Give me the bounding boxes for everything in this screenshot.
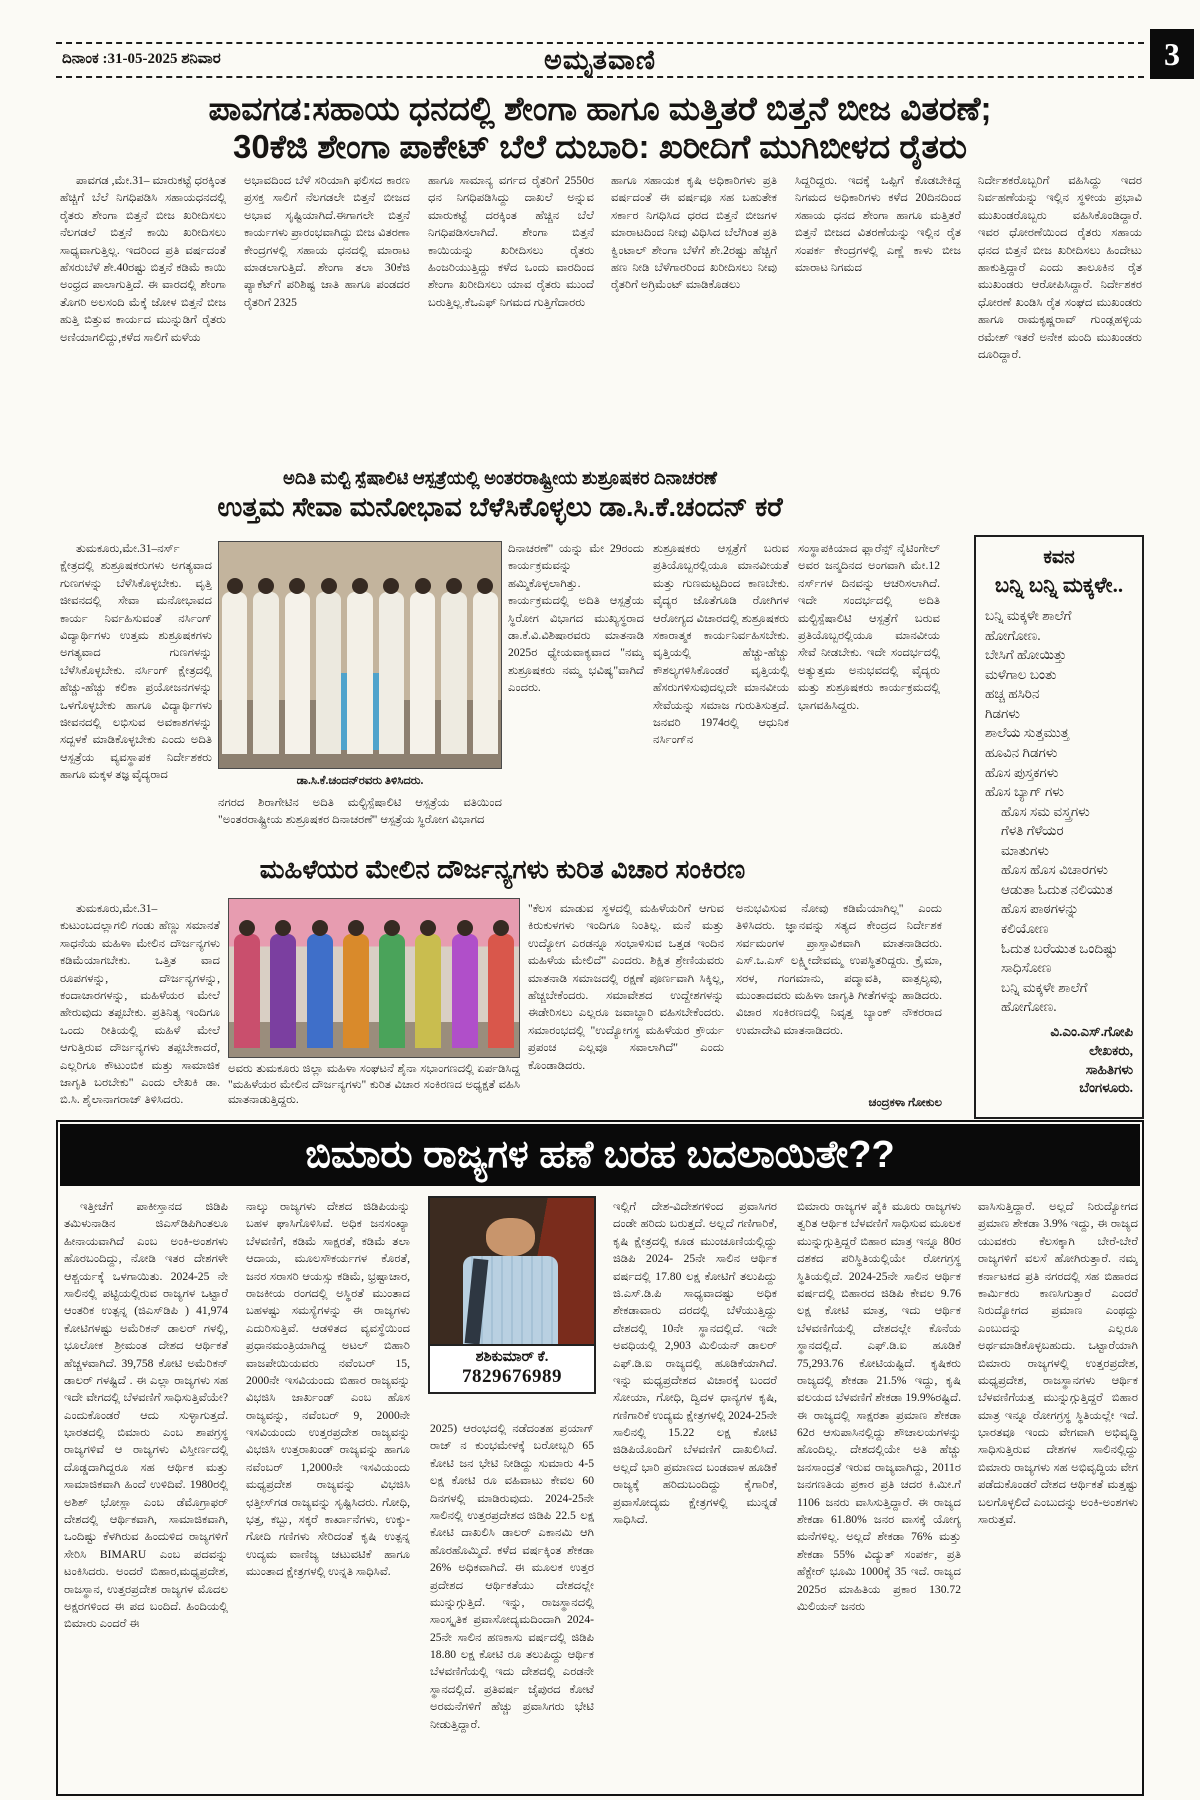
article2-photo-nurses-group — [218, 541, 502, 769]
article2-photo-caption: ಡಾ.ಸಿ.ಕೆ.ಚಂದನ್‌ರವರು ತಿಳಿಸಿದರು. — [296, 775, 424, 787]
article1-headline-line2: 30ಕೆಜಿ ಶೇಂಗಾ ಪಾಕೇಟ್ ಬೆಲೆ ದುಬಾರಿ: ಖರೀದಿಗೆ ಮುಗಿಬೀಳದ ರೈತರು — [233, 128, 967, 166]
article4-headline-banner: ಬಿಮಾರು ರಾಜ್ಯಗಳ ಹಣೆ ಬರಹ ಬದಲಾಯಿತೇ?? — [60, 1124, 1140, 1186]
person-figure — [316, 592, 341, 754]
header-top-rule — [56, 42, 1144, 44]
poem-box-title: ಕವನ — [1043, 547, 1075, 568]
article3-headline: ಮಹಿಳೆಯರ ಮೇಲಿನ ದೌರ್ಜನ್ಯಗಳು ಕುರಿತ ವಿಚಾರ ಸಂಕಿರಣ — [259, 854, 746, 884]
article4-column-4: ಇಲ್ಲಿಗೆ ದೇಶ-ವಿದೇಶಗಳಿಂದ ಪ್ರವಾಸಿಗರ ದಂಡೇ ಹರಿದು ಬರುತ್ತದೆ. ಅಲ್ಲದೆ ಗಣಿಗಾರಿಕೆ, ಕೃಷಿ ಕ್ಷೇತ್ರದಲ್ಲಿ ಕೂಡ ಮುಂಚೂಣಿಯಲ್ಲಿದ್ದು ಜಿಡಿಪಿ 2024- 25ನೇ ಸಾಲಿನ ಆರ್ಥಿಕ ವರ್ಷದಲ್ಲಿ 17.80 ಲಕ್ಷ ಕೋಟಿಗೆ ತಲುಪಿದ್ದು ಜಿ.ಎಸ್.ಡಿ.ಪಿ ಸಾಧ್ಯವಾದಷ್ಟು ಅಧಿಕ ಶೇಕಡಾವಾರು ದರದಲ್ಲಿ ಬೆಳೆಯುತ್ತಿದ್ದು ದೇಶದಲ್ಲಿ 10ನೇ ಸ್ಥಾನದಲ್ಲಿದೆ. ಇದೇ ಅವಧಿಯಲ್ಲಿ 2,903 ಮಿಲಿಯನ್ ಡಾಲರ್ ಎಫ್.ಡಿ.ಐ ರಾಜ್ಯದಲ್ಲಿ ಹೂಡಿಕೆಯಾಗಿದೆ. ಇನ್ನು ಮಧ್ಯಪ್ರದೇಶದ ವಿಚಾರಕ್ಕೆ ಬಂದರೆ ಸೋಯಾ, ಗೋಧಿ, ದ್ವಿದಳ ಧಾನ್ಯಗಳ ಕೃಷಿ, ಗಣಿಗಾರಿಕೆ ಉದ್ಯಮ ಕ್ಷೇತ್ರಗಳಲ್ಲಿ 2024-25ನೇ ಸಾಲಿನಲ್ಲಿ 15.22 ಲಕ್ಷ ಕೋಟಿ ಜಿಡಿಪಿಯೊಂದಿಗೆ ಬೆಳವಣಿಗೆ ದಾಖಲಿಸಿದೆ. ಅಲ್ಲದೆ ಭಾರಿ ಪ್ರಮಾಣದ ಬಂಡವಾಳ ಹೂಡಿಕೆ ರಾಜ್ಯಕ್ಕೆ ಹರಿದುಬಂದಿದ್ದು ಕೈಗಾರಿಕೆ, ಪ್ರವಾಸೋದ್ಯಮ ಕ್ಷೇತ್ರಗಳಲ್ಲಿ ಮುನ್ನಡೆ ಸಾಧಿಸಿದೆ. — [613, 1200, 777, 1527]
poem-title: ಬನ್ನಿ ಬನ್ನಿ ಮಕ್ಕಳೇ.. — [994, 573, 1124, 597]
person-figure — [307, 934, 333, 1047]
article4-photo-portrait — [430, 1198, 594, 1344]
masthead-title: ಅಮೃತವಾಣಿ — [544, 45, 656, 75]
article3-photo-caption: ಅವರು ತುಮಕೂರು ಜಿಲ್ಲಾ ಮಹಿಳಾ ಸಂಘಟನೆ ಶೈನಾ ಸಭಾಂಗಣದಲ್ಲಿ ಏರ್ಪಡಿಸಿದ್ದ "ಮಹಿಳೆಯರ ಮೇಲಿನ ದೌರ್ಜನ್ಯಗಳು" ಕುರಿತ ವಿಚಾರ ಸಂಕಿರಣದ ಅಧ್ಯಕ್ಷತೆ ವಹಿಸಿ ಮಾತನಾಡುತ್ತಿದ್ದರು. — [228, 1063, 520, 1107]
women-row — [229, 924, 519, 1047]
article2-under-photo-text: ನಗರದ ಶಿರಾಗೇಟಿನ ಅದಿತಿ ಮಲ್ಟಿಸ್ಪೆಷಾಲಿಟಿ ಆಸ್ಪತ್ರೆಯ ವತಿಯಿಂದ "ಅಂತರರಾಷ್ಟ್ರೀಯ ಶುಶ್ರೂಷಕರ ದಿನಾಚರಣೆ" ಆಸ್ಪತ್ರೆಯ ಸ್ಥಿರೋಗ ವಿಭಾಗದ — [218, 796, 502, 827]
person-figure — [379, 592, 404, 754]
article2-column-left: ತುಮಕೂರು,ಮೇ.31–ನರ್ಸ್ ಕ್ಷೇತ್ರದಲ್ಲಿ ಶುಶ್ರೂಷಕರುಗಳು ಅಗತ್ಯವಾದ ಗುಣಗಳನ್ನು ಬೆಳೆಸಿಕೊಳ್ಳಬೇಕು. ವೃತ್ತಿ ಜೀವನದಲ್ಲಿ ಸೇವಾ ಮನೋಭಾವದ ಕಾರ್ಯ ನಿರ್ವಹಿಸುವಂತೆ ನರ್ಸಿಂಗ್ ವಿದ್ಯಾರ್ಥಿಗಳು ಉತ್ತಮ ಶುಶ್ರೂಷಕಗಳು ಅಗತ್ಯವಾದ ಗುಣಗಳನ್ನು ಬೆಳೆಸಿಕೊಳ್ಳಬೇಕು. ನರ್ಸಿಂಗ್ ಕ್ಷೇತ್ರದಲ್ಲಿ ಹೆಚ್ಚು-ಹೆಚ್ಚು ಕಲಿಕಾ ಪ್ರಯೋಜನಗಳನ್ನು ಒಳಗೊಳ್ಳಬೇಕು ಹಾಗೂ ವಿದ್ಯಾರ್ಥಿಗಳು ಜೀವನದಲ್ಲಿ ಲಭಿಸುವ ಅವಕಾಶಗಳನ್ನು ಸದ್ಬಳಕೆ ಮಾಡಿಕೊಳ್ಳಬೇಕು ಎಂದು ಅದಿತಿ ಆಸ್ಪತ್ರೆಯ ವ್ಯವಸ್ಥಾಪಕ ನಿರ್ದೇಶಕರು ಹಾಗೂ ಮಕ್ಕಳ ತಜ್ಞ ವೈದ್ಯರಾದ — [60, 542, 212, 782]
article4-column-3: 2025) ಆರಂಭದಲ್ಲಿ ನಡೆದಂತಹ ಪ್ರಯಾಗ್ ರಾಜ್ ನ ಕುಂಭಮೇಳಕ್ಕೆ ಬರೋಬ್ಬರಿ 65 ಕೋಟಿ ಜನ ಭೇಟಿ ನೀಡಿದ್ದು ಸುಮಾರು 4-5 ಲಕ್ಷ ಕೋಟಿ ರೂ ವಹಿವಾಟು ಕೇವಲ 60 ದಿನಗಳಲ್ಲಿ ಮಾಡಿರುವುದು. 2024-25ನೇ ಸಾಲಿನಲ್ಲಿ ಉತ್ತರಪ್ರದೇಶದ ಜಿಡಿಪಿ 22.5 ಲಕ್ಷ ಕೋಟಿ ದಾಖಲಿಸಿ ಡಾಲರ್ ಎಕಾನಮಿ ಆಗಿ ಹೊರಹೊಮ್ಮಿದೆ. ಕಳೆದ ವರ್ಷಕ್ಕಿಂತ ಶೇಕಡಾ 26% ಅಧಿಕವಾಗಿದೆ. ಈ ಮೂಲಕ ಉತ್ತರ ಪ್ರದೇಶದ ಆರ್ಥಿಕತೆಯು ದೇಶದಲ್ಲೇ ಮುನ್ನುಗ್ಗುತ್ತಿದೆ. ಇನ್ನು, ರಾಜಸ್ಥಾನದಲ್ಲಿ ಸಾಂಸ್ಕೃತಿಕ ಪ್ರವಾಸೋದ್ಯಮದಿಂದಾಗಿ 2024-25ನೇ ಸಾಲಿನ ಹಣಕಾಸು ವರ್ಷದಲ್ಲಿ ಜಿಡಿಪಿ 18.80 ಲಕ್ಷ ಕೋಟಿ ರೂ ತಲುಪಿದ್ದು ಆರ್ಥಿಕ ಬೆಳವಣಿಗೆಯಲ್ಲಿ ಇದು ದೇಶದಲ್ಲಿ ಎರಡನೇ ಸ್ಥಾನದಲ್ಲಿದೆ. ಪ್ರತಿವರ್ಷ ಜೈಪುರದ ಕೋಟೆ ಅರಮನೆಗಳಿಗೆ ಹೆಚ್ಚು ಪ್ರವಾಸಿಗರು ಭೇಟಿ ನೀಡುತ್ತಿದ್ದಾರೆ. — [430, 1422, 594, 1731]
article1-column-4: ಹಾಗೂ ಸಹಾಯಕ ಕೃಷಿ ಅಧಿಕಾರಿಗಳು ಪ್ರತಿ ವರ್ಷದಂತೆ ಈ ವರ್ಷವೂ ಸಹ ಬಹುತೇಕ ಸರ್ಕಾರ ನಿಗಧಿಸಿದ ಧರದ ಬಿತ್ತನೆ ಬೀಜಗಳ ಮಾರಾಟದಿಂದ ನೀವು ವಿಧಿಸಿದ ಬೆಲೆಗಿಂತ ಪ್ರತಿ ಕ್ವಿಂಟಾಲ್ ಶೇಂಗಾ ಬೆಳೆಗೆ ಶೇ.2ರಷ್ಟು ಹೆಚ್ಚಿಗೆ ಹಣ ನೀಡಿ ಬೆಳೆಗಾರರಿಂದ ಖರೀದಿಸಲು ನೀವು ರೈತರಿಗೆ ಅಗ್ರಿಮೆಂಟ್ ಮಾಡಿಕೊಡಲು — [611, 174, 777, 292]
nurses-row — [219, 578, 501, 754]
poem-lines: ಬನ್ನಿ ಮಕ್ಕಳೇ ಶಾಲೆಗೆ ಹೋಗೋಣ. ಬೇಸಿಗೆ ಹೋಯಿತ್ತು ಮಳೆಗಾಲ ಬಂತು ಹಚ್ಚ ಹಸಿರಿನ ಗಿಡಗಳು ಶಾಲೆಯ ಸುತ್ತಮುತ್ತ ಹೂವಿನ ಗಿಡಗಳು ಹೊಸ ಪುಸ್ತಕಗಳು ಹೊಸ ಬ್ಯಾಗ್ ಗಳು ಹೊಸ ಸಮ ವಸ್ತ್ರಗಳು ಗೆಳತಿ ಗೆಳೆಯರ ಮಾತುಗಳು ಹೊಸ ಹೊಸ ವಿಚಾರಗಳು ಆಡುತಾ ಓದುತ ನಲಿಯುತ ಹೊಸ ಪಾಠಗಳನ್ನು ಕಲಿಯೋಣ ಓದುತ ಬರೆಯುತ ಒಂದಿಷ್ಟು ಸಾಧಿಸೋಣ ಬನ್ನಿ ಮಕ್ಕಳೇ ಶಾಲೆಗೆ ಹೋಗೋಣ. — [985, 608, 1118, 1015]
person-figure — [379, 934, 405, 1047]
article1-headline — [58, 90, 1142, 167]
person-figure — [285, 592, 310, 754]
article1-column-1: ಪಾವಗಡ ,ಮೇ.31– ಮಾರುಕಟ್ಟೆ ಧರಕ್ಕಿಂತ ಹೆಚ್ಚಿಗೆ ಬೆಲೆ ನಿಗಧಿಪಡಿಸಿ ಸಹಾಯಧನದಲ್ಲಿ ರೈತರು ಶೇಂಗಾ ಬಿತ್ತನೆ ಬೀಜ ಖರೀದಿಸಲು ನೆಲಗಡಲೆ ಬಿತ್ತನೆ ಕಾಯಿ ಖರೀದಿಸಲು ಸಾಧ್ಯವಾಗುತ್ತಿಲ್ಲ. ಇದರಿಂದ ಪ್ರತಿ ವರ್ಷದಂತೆ ಹೆಸರುಬೆಳೆ ಶೇ.40ರಷ್ಟು ಬಿತ್ತನೆ ಕಡಿಮೆ ಕಾಯಿ ಅಂಧ್ರದ ಪಾಲಾಗುತ್ತಿದೆ. ಈ ವಾರದಲ್ಲಿ ಶೇಂಗಾ ತೊಗರಿ ಅಲಸಂದಿ ಮೆಕ್ಕೆ ಜೋಳ ಬಿತ್ತನೆ ಬೀಜ ಹುತ್ತಿ ಬಿತ್ತುವ ಕಾರ್ಯದ ಮುನ್ನುಡಿಗೆ ರೈತರು ಅಣಿಯಾಗಲಿದ್ದು,ಕಳೆದ ಸಾಲಿಗೆ ಮಳೆಯ — [60, 174, 226, 344]
person-figure — [415, 934, 441, 1047]
article3-column-right-1: "ಕೆಲಸ ಮಾಡುವ ಸ್ಥಳದಲ್ಲಿ ಮಹಿಳೆಯರಿಗೆ ಆಗುವ ಕಿರುಕುಳಗಳು ಇಂದಿಗೂ ನಿಂತಿಲ್ಲ. ಮನೆ ಮತ್ತು ಉದ್ಯೋಗ ಎರಡನ್ನೂ ಸಂಭಾಳಿಸುವ ಒತ್ತಡ ಇಂದಿನ ಮಹಿಳೆಯ ಮೇಲಿದೆ" ಎಂದರು. ಶಿಕ್ಷಿತ ಶ್ರೇಣಿಯವರು ಮಾತನಾಡಿ ಸಮಾಜದಲ್ಲಿ ರಕ್ಷಣೆ ಪೂರ್ಣವಾಗಿ ಸಿಕ್ಕಿಲ್ಲ, ಹೆಚ್ಚಬೇಕೆಂದರು. ಸಮಾವೇಶದ ಉದ್ದೇಶಗಳನ್ನು ಈಡೇರಿಸಲು ಎಲ್ಲರೂ ಜವಾಬ್ದಾರಿ ವಹಿಸಬೇಕೆಂದರು. ಸಮಾರಂಭದಲ್ಲಿ "ಉದ್ಯೋಗಸ್ಥ ಮಹಿಳೆಯರ ಕ್ರೌರ್ಯ ಪ್ರಪಂಚ ಎಲ್ಲವೂ ಸವಾಲಾಗಿದೆ" ಎಂದು ಕೊಂಡಾಡಿದರು. — [528, 902, 724, 1072]
article1-column-5: ಸಿದ್ದರಿದ್ದರು. ಇದಕ್ಕೆ ಒಪ್ಪಿಗೆ ಕೊಡಬೇಕಿದ್ದ ನಿಗಮದ ಅಧಿಕಾರಿಗಳು ಕಳೆದ 20ದಿನದಿಂದ ಸಹಾಯ ಧನದ ಶೇಂಗಾ ಹಾಗೂ ಮತ್ತಿತರೆ ಬಿತ್ತನೆ ಬೀಜದ ವಿತರಣೆಯನ್ನು ಇಲ್ಲಿನ ರೈತ ಸಂಪರ್ಕ ಕೇಂದ್ರಗಳಲ್ಲಿ ಎಣ್ಣೆ ಕಾಳು ಬೀಜ ಮಾರಾಟ ನಿಗಮದ — [795, 174, 961, 274]
article2-kicker: ಅದಿತಿ ಮಲ್ಟಿ ಸ್ಪೆಷಾಲಿಟಿ ಆಸ್ಪತ್ರೆಯಲ್ಲಿ ಅಂತರರಾಷ್ಟ್ರೀಯ ಶುಶ್ರೂಷಕರ ದಿನಾಚರಣೆ — [283, 468, 717, 488]
article4-column-6: ವಾಸಿಸುತ್ತಿದ್ದಾರೆ. ಅಲ್ಲದೆ ನಿರುದ್ಯೋಗದ ಪ್ರಮಾಣ ಶೇಕಡಾ 3.9% ಇದ್ದು, ಈ ರಾಜ್ಯದ ಯುವಕರು ಕೆಲಸಕ್ಕಾಗಿ ಬೇರೆ-ಬೇರೆ ರಾಜ್ಯಗಳಿಗೆ ವಲಸೆ ಹೋಗಿರುತ್ತಾರೆ. ನಮ್ಮ ಕರ್ನಾಟಕದ ಪ್ರತಿ ನಗರದಲ್ಲಿ ಸಹ ಬಿಹಾರದ ಕಾರ್ಮಿಕರು ಕಾಣಸಿಗುತ್ತಾರೆ ಎಂದರೆ ನಿರುದ್ಯೋಗದ ಪ್ರಮಾಣ ಎಂಥದ್ದು ಎಂಬುದನ್ನು ಎಲ್ಲರೂ ಅರ್ಥಮಾಡಿಕೊಳ್ಳಬಹುದು. ಒಟ್ಟಾರೆಯಾಗಿ ಬಿಮಾರು ರಾಜ್ಯಗಳಲ್ಲಿ ಉತ್ತರಪ್ರದೇಶ, ಮಧ್ಯಪ್ರದೇಶ, ರಾಜಸ್ಥಾನಗಳು ಆರ್ಥಿಕ ಬೆಳವಣಿಗೆಯತ್ತ ಮುನ್ನುಗ್ಗುತ್ತಿದ್ದರೆ ಬಿಹಾರ ಮಾತ್ರ ಇನ್ನೂ ರೋಗಗ್ರಸ್ಥ ಸ್ಥಿತಿಯಲ್ಲೇ ಇದೆ. ಭಾರತವೂ ಇಂದು ವೇಗವಾಗಿ ಅಭಿವೃದ್ಧಿ ಸಾಧಿಸುತ್ತಿರುವ ದೇಶಗಳ ಸಾಲಿನಲ್ಲಿದ್ದು ಬಿಮಾರು ರಾಜ್ಯಗಳು ಸಹ ಅಭಿವೃದ್ಧಿಯ ವೇಗ ಪಡೆದುಕೊಂಡರೆ ದೇಶದ ಆರ್ಥಿಕತೆ ಮತ್ತಷ್ಟು ಬಲಗೊಳ್ಳಲಿದೆ ಎಂಬುದನ್ನು ಅಂಕಿ-ಅಂಶಗಳು ಸಾರುತ್ತವೆ. — [978, 1200, 1138, 1527]
article1-column-3: ಹಾಗೂ ಸಾಮಾನ್ಯ ವರ್ಗದ ರೈತರಿಗೆ 2550ರ ಧನ ನಿಗಧಿಪಡಿಸಿದ್ದು ದಾಖಲೆ ಅನ್ನುವ ಮಾರುಕಟ್ಟೆ ದರಕ್ಕಿಂತ ಹೆಚ್ಚಿನ ಬೆಲೆ ನಿಗಧಿಪಡಿಸಲಾಗಿದೆ. ಶೇಂಗಾ ಬಿತ್ತನೆ ಕಾಯಿಯನ್ನು ಖರೀದಿಸಲು ರೈತರು ಹಿಂಜರಿಯುತ್ತಿದ್ದು ಕಳೆದ ಒಂದು ವಾರದಿಂದ ಶೇಂಗಾ ಖರೀದಿಸಲು ಯಾವ ರೈತರು ಮುಂದೆ ಬರುತ್ತಿಲ್ಲ.ಕೆಒಎಫ್ ನಿಗಮದ ಗುತ್ತಿಗೆದಾರರು — [428, 174, 594, 309]
article2-column-right-1: ದಿನಾಚರಣೆ" ಯನ್ನು ಮೇ 29ರಂದು ಕಾರ್ಯಕ್ರಮವನ್ನು ಹಮ್ಮಿಕೊಳ್ಳಲಾಗಿತ್ತು. ಕಾರ್ಯಕ್ರಮದಲ್ಲಿ ಅದಿತಿ ಆಸ್ಪತ್ರೆಯ ಸ್ಥಿರೋಗ ವಿಭಾಗದ ಮುಖ್ಯಸ್ಥರಾದ ಡಾ.ಕೆ.ವಿ.ವಿಶಿಷಾರವರು ಮಾತನಾಡಿ 2025ರ ಧ್ಯೇಯವಾಕ್ಯವಾದ "ನಮ್ಮ ಶುಶ್ರೂಷಕರು ನಮ್ಮ ಭವಿಷ್ಯ"ವಾಗಿದೆ ಎಂದರು. — [508, 542, 644, 695]
person-figure — [270, 934, 296, 1047]
article3-photo-women-seminar — [228, 898, 520, 1058]
poem-author: ವಿ.ಎಂ.ಎಸ್.ಗೋಪಿ ಲೇಖಕರು, ಸಾಹಿತಿಗಳು ಬೆಂಗಳೂರು. — [1050, 1023, 1133, 1096]
article4-column-5: ಬಿಮಾರು ರಾಜ್ಯಗಳ ಪೈಕಿ ಮೂರು ರಾಜ್ಯಗಳು ತ್ವರಿತ ಆರ್ಥಿಕ ಬೆಳವಣಿಗೆ ಸಾಧಿಸುವ ಮೂಲಕ ಮುನ್ನುಗ್ಗುತ್ತಿದ್ದರೆ ಬಿಹಾರ ಮಾತ್ರ ಇನ್ನೂ 80ರ ದಶಕದ ಪರಿಸ್ಥಿತಿಯಲ್ಲಿಯೇ ರೋಗಗ್ರಸ್ಥ ಸ್ಥಿತಿಯಲ್ಲಿದೆ. 2024-25ನೇ ಸಾಲಿನ ಆರ್ಥಿಕ ವರ್ಷದಲ್ಲಿ ಬಿಹಾರದ ಜಿಡಿಪಿ ಕೇವಲ 9.76 ಲಕ್ಷ ಕೋಟಿ ಮಾತ್ರ, ಇದು ಆರ್ಥಿಕ ಬೆಳವಣಿಗೆಯಲ್ಲಿ ದೇಶದಲ್ಲೇ ಕೊನೆಯ ಸ್ಥಾನದಲ್ಲಿದೆ. ಎಫ್.ಡಿ.ಐ ಹೂಡಿಕೆ 75,293.76 ಕೋಟಿಯಷ್ಟಿದೆ. ಕೃಷಿಕರು ರಾಜ್ಯದಲ್ಲಿ ಶೇಕಡಾ 21.5% ಇದ್ದು, ಕೃಷಿ ವಲಯದ ಬೆಳವಣಿಗೆ ಶೇಕಡಾ 19.9%ರಷ್ಟಿದೆ. ಈ ರಾಜ್ಯದಲ್ಲಿ ಸಾಕ್ಷರತಾ ಪ್ರಮಾಣ ಶೇಕಡಾ 62ರ ಆಸುಪಾಸಿನಲ್ಲಿದ್ದು ಶೌಚಾಲಯಗಳನ್ನು ಹೊಂದಿಲ್ಲ. ದೇಶದಲ್ಲಿಯೇ ಅತಿ ಹೆಚ್ಚು ಜನಸಾಂದ್ರತೆ ಇರುವ ರಾಜ್ಯವಾಗಿದ್ದು, 2011ರ ಜನಗಣತಿಯ ಪ್ರಕಾರ ಪ್ರತಿ ಚದರ ಕಿ.ಮೀ.ಗೆ 1106 ಜನರು ವಾಸಿಸುತ್ತಿದ್ದಾರೆ. ಈ ರಾಜ್ಯದ ಶೇಕಡಾ 61.80% ಜನರ ವಾಸಕ್ಕೆ ಯೋಗ್ಯ ಮನೆಗಳಿಲ್ಲ. ಅಲ್ಲದೆ ಶೇಕಡಾ 76% ಮತ್ತು ಶೇಕಡಾ 55% ವಿದ್ಯುತ್ ಸಂಪರ್ಕ, ಪ್ರತಿ ಹೆಕ್ಟೇರ್ ಭೂಮಿ 1000ಕ್ಕೆ 35 ಇದೆ. ರಾಜ್ಯದ 2025ರ ಮಾಹಿತಿಯ ಪ್ರಕಾರ 130.72 ಮಿಲಿಯನ್ ಜನರು — [797, 1200, 961, 1613]
article4-column-1: ಇತ್ತೀಚೆಗೆ ಪಾಕೀಸ್ತಾನದ ಜಿಡಿಪಿ ತಮಿಳುನಾಡಿನ ಜಿಎಸ್‌ಡಿಪಿಗಿಂತಲೂ ಹೀನಾಯವಾಗಿದೆ ಎಂಬ ಅಂಕಿ-ಅಂಶಗಳು ಹೊರಬಂದಿದ್ದು, ನೋಡಿ ಇತರ ದೇಶಗಳೇ ಆಶ್ಚರ್ಯಕ್ಕೆ ಒಳಗಾಯಿತು. 2024-25 ನೇ ಸಾಲಿನಲ್ಲಿ ಪಟ್ಟಿಯಲ್ಲಿರುವ ರಾಜ್ಯಗಳ ಒಟ್ಟಾರೆ ಆಂತರಿಕ ಉತ್ಪನ್ನ (ಜಿಎಸ್‌ಡಿಪಿ ) 41,974 ಕೋಟಿಗಳಷ್ಟು ಅಮೆರಿಕನ್ ಡಾಲರ್ ಗಳಲ್ಲಿ, ಭೂಲೋಕ ಶ್ರೀಮಂತ ದೇಶದ ಆರ್ಥಿಕತೆ ಹೆಚ್ಚಳವಾಗಿದೆ. 39,758 ಕೋಟಿ ಅಮೆರಿಕನ್ ಡಾಲರ್ ಗಳಷ್ಟಿದೆ . ಈ ಎಲ್ಲಾ ರಾಜ್ಯಗಳು ಸಹ ಇದೇ ವೇಗದಲ್ಲಿ ಬೆಳವಣಿಗೆ ಸಾಧಿಸುತ್ತಿವೆಯೇ? ಎಂದುಕೊಂಡರೆ ಆದು ಸುಳ್ಳಾಗುತ್ತದೆ. ಭಾರತದಲ್ಲಿ ಬಿಮಾರು ಎಂಬ ಶಾಪಗ್ರಸ್ಥ ರಾಜ್ಯಗಳಿವೆ ಆ ರಾಜ್ಯಗಳು ವಿಸ್ತೀರ್ಣದಲ್ಲಿ ದೊಡ್ಡದಾಗಿದ್ದರೂ ಸಹ ಆರ್ಥಿಕ ಮತ್ತು ಸಾಮಾಜಿಕವಾಗಿ ಹಿಂದೆ ಉಳಿದಿವೆ. 1980ರಲ್ಲಿ ಅಶಿಶ್ ಭೋಸ್ಲಾ ಎಂಬ ಡೆಮೊಗ್ರಾಫರ್ ದೇಶದಲ್ಲಿ ಆರ್ಥಿಕವಾಗಿ, ಸಾಮಾಜಿಕವಾಗಿ, ಒಂದಿಷ್ಟು ಕೆಳಗಿರುವ ಹಿಂದುಳಿದ ರಾಜ್ಯಗಳಿಗೆ ಸೇರಿಸಿ BIMARU ಎಂಬ ಪದವನ್ನು ಟಂಕಿಸಿದರು. ಅಂದರೆ ಬಿಹಾರ,ಮಧ್ಯಪ್ರದೇಶ, ರಾಜಸ್ಥಾನ, ಉತ್ತರಪ್ರದೇಶ ರಾಜ್ಯಗಳ ಮೊದಲ ಅಕ್ಷರಗಳಿಂದ ಈ ಪದ ಬಂದಿದೆ. ಹಿಂದಿಯಲ್ಲಿ ಬಿಮಾರು ಎಂದರೆ ಈ — [64, 1200, 228, 1631]
article1-column-6: ನಿರ್ದೇಶಕರೊಬ್ಬರಿಗೆ ವಹಿಸಿದ್ದು ಇದರ ನಿರ್ವಹಣೆಯನ್ನು ಇಲ್ಲಿನ ಸ್ಥಳೀಯ ಪ್ರಭಾವಿ ಮುಖಂಡರೊಬ್ಬರು ವಹಿಸಿಕೊಂಡಿದ್ದಾರೆ. ಇವರ ಧೋರಣೆಯಿಂದ ರೈತರು ಸಹಾಯ ಧನದ ಬಿತ್ತನೆ ಬೀಜ ಖರೀದಿಸಲು ಹಿಂದೇಟು ಹಾಕುತ್ತಿದ್ದಾರೆ ಎಂದು ತಾಲೂಕಿನ ರೈತ ಮುಖಂಡರು ಆರೋಪಿಸಿದ್ದಾರೆ. ನಿರ್ದೇಶಕರ ಧೋರಣೆ ಖಂಡಿಸಿ ರೈತ ಸಂಘದ ಮುಖಂಡರು ಹಾಗೂ ರಾಮಕೃಷ್ಣರಾವ್ ಗುಂಡ್ಲಹಳ್ಳಿಯ ರಮೇಶ್ ಇತರೆ ಅನೇಕ ಮಂದಿ ಮುಖಂಡರು ದೂರಿದ್ದಾರೆ. — [978, 174, 1142, 361]
article4-photo-caption — [430, 1344, 594, 1392]
article2-column-right-2: ಶುಶ್ರೂಷಕರು ಆಸ್ಪತ್ರೆಗೆ ಬರುವ ಪ್ರತಿಯೊಬ್ಬರಲ್ಲಿಯೂ ಮಾನವೀಯತೆ ಮತ್ತು ಗುಣಮಟ್ಟದಿಂದ ಕಾಣಬೇಕು. ವೈದ್ಯರ ಜೊತೆಗೂಡಿ ರೋಗಿಗಳ ಆರೋಗ್ಯದ ವಿಚಾರದಲ್ಲಿ ಶುಶ್ರೂಷಕರು ಸಕಾರಾತ್ಮಕ ಕಾರ್ಯನಿರ್ವಹಿಸಬೇಕು. ವೃತ್ತಿಯಲ್ಲಿ ಹೆಚ್ಚು-ಹೆಚ್ಚು ಕೌಶಲ್ಯಗಳಿಸಿಕೊಂಡರೆ ವೃತ್ತಿಯಲ್ಲಿ ಹೆಸರುಗಳಿಸುವುದಲ್ಲದೇ ಮಾನವೀಯ ಸೇವೆಯನ್ನು ಸಮಾಜ ಗುರುತಿಸುತ್ತದೆ. ಜನವರಿ 1974ರಲ್ಲಿ ಆಧುನಿಕ ನರ್ಸಿಂಗ್‌ನ — [653, 542, 789, 747]
portrait-head — [486, 1218, 535, 1256]
article3-byline: ಚಂದ್ರಕಳಾ ಗೋಕುಲ — [868, 1096, 942, 1109]
page-number-badge: 3 — [1150, 29, 1194, 79]
article4-column-2: ನಾಲ್ಕು ರಾಜ್ಯಗಳು ದೇಶದ ಜಿಡಿಪಿಯನ್ನು ಬಹಳ ಘಾಸಿಗೊಳಿಸಿವೆ. ಅಧಿಕ ಜನಸಂಖ್ಯಾ ಬೆಳವಣಿಗೆ, ಕಡಿಮೆ ಸಾಕ್ಷರತೆ, ಕಡಿಮೆ ತಲಾ ಆದಾಯ, ಮೂಲಸೌಕರ್ಯಗಳ ಕೊರತೆ, ಜನರ ಸರಾಸರಿ ಆಯಸ್ಸು ಕಡಿಮೆ, ಭ್ರಷ್ಟಾಚಾರ, ರಾಜಕೀಯ ರಂಗದಲ್ಲಿ ಅಸ್ಥಿರತೆ ಮುಂತಾದ ಬಹಳಷ್ಟು ಸಮಸ್ಯೆಗಳನ್ನು ಈ ರಾಜ್ಯಗಳು ಎದುರಿಸುತ್ತಿವೆ. ಆಡಳಿತದ ವ್ಯವಸ್ಥೆಯಿಂದ ಪ್ರಧಾನಮಂತ್ರಿಯಾಗಿದ್ದ ಅಟಲ್ ಬಿಹಾರಿ ವಾಜಪೇಯಿಯವರು ನವೆಂಬರ್ 15, 2000ನೇ ಇಸವಿಯಂದು ಬಿಹಾರ ರಾಜ್ಯವನ್ನು ವಿಭಜಿಸಿ ಜಾರ್ಖಂಡ್ ಎಂಬ ಹೊಸ ರಾಜ್ಯವನ್ನು, ನವೆಂಬರ್ 9, 2000ನೇ ಇಸವಿಯಂದು ಉತ್ತರಪ್ರದೇಶ ರಾಜ್ಯವನ್ನು ವಿಭಜಿಸಿ ಉತ್ತರಾಖಂಡ್ ರಾಜ್ಯವನ್ನು ಹಾಗೂ ನವೆಂಬರ್ 1,2000ನೇ ಇಸವಿಯಂದು ಮಧ್ಯಪ್ರದೇಶ ರಾಜ್ಯವನ್ನು ವಿಭಜಿಸಿ ಛತ್ತೀಸ್‌ಗಡ ರಾಜ್ಯವನ್ನು ಸೃಷ್ಟಿಸಿದರು. ಗೋಧಿ, ಭತ್ತ, ಕಬ್ಬು, ಸಕ್ಕರೆ ಕಾರ್ಖಾನೆಗಳು, ಉಕ್ಕು-ಗೋದಿ ಗಣಿಗಳು ಸೇರಿದಂತೆ ಕೃಷಿ ಉತ್ಪನ್ನ ಉದ್ಯಮ ವಾಣಿಜ್ಯ ಚಟುವಟಿಕೆ ಹಾಗೂ ಮುಂತಾದ ಕ್ಷೇತ್ರಗಳಲ್ಲಿ ಉನ್ನತಿ ಸಾಧಿಸಿವೆ. — [246, 1200, 410, 1579]
article4-author-phone: 7829676989 — [462, 1366, 562, 1387]
person-figure — [488, 934, 514, 1047]
article4-photo-block — [428, 1196, 596, 1394]
poem-box — [974, 535, 1144, 1119]
person-figure — [410, 592, 435, 754]
person-figure — [222, 592, 247, 754]
article3-column-left: ತುಮಕೂರು,ಮೇ.31– ಕುಟುಂಬದಲ್ಲಾಗಲಿ ಗಂಡು ಹೆಣ್ಣು ಸಮಾನತೆ ಸಾಧನೆಯ ಮಹಿಳಾ ಮೇಲಿನ ದೌರ್ಜನ್ಯಗಳು ಕಡಿಮೆಯಾಗಬೇಕು. ಒತ್ತಿತ ವಾದ ರೂಪಗಳನ್ನು, ದೌರ್ಜನ್ಯಗಳನ್ನು, ಕಂದಾಚಾರಗಳನ್ನು, ಮಹಿಳೆಯರ ಮೇಲೆ ಹೇರುವುದು ತಪ್ಪಬೇಕು. ಪ್ರತಿನಿತ್ಯ ಇಂದಿಗೂ ಒಂದು ರೀತಿಯಲ್ಲಿ ಮಹಿಳೆ ಮೇಲೆ ಆಗುತ್ತಿರುವ ದೌರ್ಜನ್ಯಗಳು ತಪ್ಪಬೇಕಾದರೆ, ಎಲ್ಲರಿಗೂ ಕೌಟುಂಬಿಕ ಮತ್ತು ಸಾಮಾಜಿಕ ಜಾಗೃತಿ ಬರಬೇಕು" ಎಂದು ಲೇಖಕಿ ಡಾ. ಬಿ.ಸಿ. ಶೈಲಾನಾಗರಾಜ್ ತಿಳಿಸಿದರು. — [60, 902, 220, 1107]
person-figure — [253, 592, 278, 754]
person-figure — [347, 592, 372, 754]
person-figure — [473, 592, 498, 754]
article2-headline: ಉತ್ತಮ ಸೇವಾ ಮನೋಭಾವ ಬೆಳೆಸಿಕೊಳ್ಳಲು ಡಾ.ಸಿ.ಕೆ.ಚಂದನ್ ಕರೆ — [217, 492, 783, 522]
person-figure — [234, 934, 260, 1047]
edition-date: ದಿನಾಂಕ :31-05-2025 ಶನಿವಾರ — [62, 51, 221, 67]
article1-column-2: ಅಭಾವದಿಂದ ಬೆಳೆ ಸರಿಯಾಗಿ ಫಲಿಸದ ಕಾರಣ ಪ್ರಸಕ್ತ ಸಾಲಿಗೆ ನೆಲಗಡಲೇ ಬಿತ್ತನೆ ಬೀಜದ ಅಭಾವ ಸೃಷ್ಟಿಯಾಗಿದೆ.ಈಗಾಗಲೇ ಬಿತ್ತನೆ ಕಾರ್ಯಗಳು ಪ್ರಾರಂಭವಾಗಿದ್ದು ಬೀಜ ವಿತರಣಾ ಕೇಂದ್ರಗಳಲ್ಲಿ ಸಹಾಯ ಧನದಲ್ಲಿ ಮಾರಾಟ ಮಾಡಲಾಗುತ್ತಿದೆ. ಶೇಂಗಾ ತಲಾ 30ಕೆಜಿ ಪ್ಯಾಕೆಟ್‌ಗೆ ಪರಿಶಿಷ್ಟ ಜಾತಿ ಹಾಗೂ ಪಂಡದರ ರೈತರಿಗೆ 2325 — [244, 174, 410, 309]
article2-column-right-3: ಸಂಸ್ಥಾಪಕಿಯಾದ ಫ್ಲಾರೆನ್ಸ್ ನೈಟಿಂಗೇಲ್ ಅವರ ಜನ್ಮದಿನದ ಅಂಗವಾಗಿ ಮೇ.12 ನರ್ಸ್‌ಗಳ ದಿನವನ್ನು ಆಚರಿಸಲಾಗಿದೆ. ಇದೇ ಸಂದರ್ಭದಲ್ಲಿ ಅದಿತಿ ಮಲ್ಟಿಸ್ಪೆಷಾಲಿಟಿ ಆಸ್ಪತ್ರೆಗೆ ಬರುವ ಪ್ರತಿಯೊಬ್ಬರಲ್ಲಿಯೂ ಮಾನವೀಯ ಸೇವೆ ನೀಡಬೇಕು. ಇದೇ ಸಂದರ್ಭದಲ್ಲಿ ಅತ್ಯುತ್ತಮ ಅನುಭವದಲ್ಲಿ ವೈದ್ಯರು ಮತ್ತು ಶುಶ್ರೂಷಕರು ಕಾರ್ಯಕ್ರಮದಲ್ಲಿ ಭಾಗವಹಿಸಿದ್ದರು. — [798, 542, 940, 712]
article4-author-name: ಶಶಿಕುಮಾರ್ ಕೆ. — [475, 1349, 549, 1365]
person-figure — [452, 934, 478, 1047]
person-figure — [441, 592, 466, 754]
article1-headline-line1: ಪಾವಗಡ:ಸಹಾಯ ಧನದಲ್ಲಿ ಶೇಂಗಾ ಹಾಗೂ ಮತ್ತಿತರೆ ಬಿತ್ತನೆ ಬೀಜ ವಿತರಣೆ; — [208, 90, 992, 127]
article3-column-right-2: ಅನುಭವಿಸುವ ನೋವು ಕಡಿಮೆಯಾಗಿಲ್ಲ" ಎಂದು ತಿಳಿಸಿದರು. ಜ್ಞಾನವನ್ನು ಸತ್ಯದ ಕೇಂದ್ರದ ನಿರ್ದೇಶಕ ಸರ್ವಮಂಗಳ ಪ್ರಾಸ್ತಾವಿಕವಾಗಿ ಮಾತನಾಡಿದರು. ಎಸ್.ಒ.ಎಸ್ ಲಕ್ಷ್ಮೀದೇವಮ್ಮ ಉಪಸ್ಥಿತರಿದ್ದರು. ಕ್ರೈಮಾ, ಸರಳ, ಗಂಗಮಾನು, ಪದ್ಮಾವತಿ, ವಾತ್ಸಲ್ಯವು, ಮುಂತಾದವರು ಮಹಿಳಾ ಜಾಗೃತಿ ಗೀತೆಗಳನ್ನು ಹಾಡಿದರು. ವಿಚಾರ ಸಂಕಿರಣದಲ್ಲಿ ನಿವೃತ್ತ ಬ್ಯಾಂಕ್ ನೌಕರರಾದ ಉಮಾದೇವಿ ಮಾತನಾಡಿದರು. — [736, 902, 942, 1037]
person-figure — [343, 934, 369, 1047]
